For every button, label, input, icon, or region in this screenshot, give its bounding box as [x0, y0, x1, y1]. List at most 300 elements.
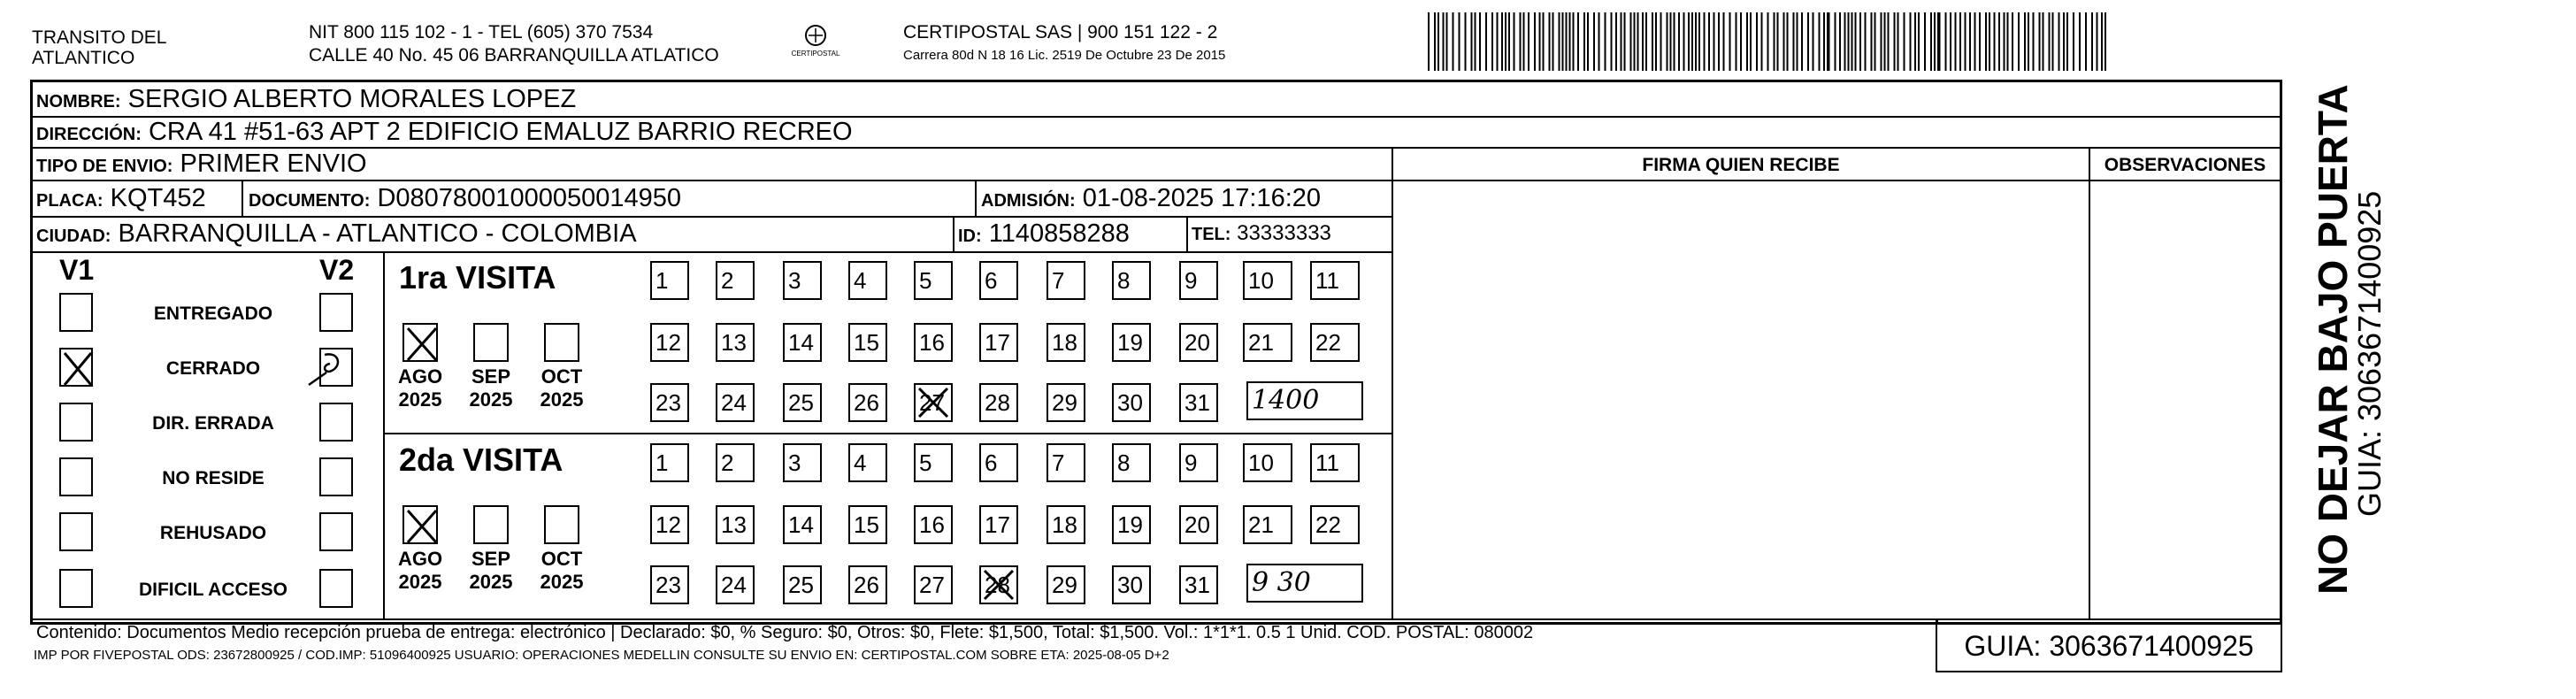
barcode-bar	[1552, 12, 1554, 71]
v2-checkbox[interactable]	[319, 512, 353, 551]
barcode-bar	[1918, 12, 1920, 71]
day-number: 14	[788, 329, 814, 356]
day-number: 31	[1184, 572, 1210, 598]
barcode-bar	[1704, 12, 1706, 71]
ciudad-row	[36, 220, 637, 250]
barcode-bar	[1852, 12, 1853, 71]
rule	[383, 252, 385, 618]
month-year: 2025	[398, 388, 442, 411]
day-box[interactable]	[1112, 323, 1151, 362]
barcode-bar	[1583, 12, 1585, 71]
barcode-bar	[1959, 12, 1961, 71]
day-box[interactable]	[1179, 383, 1218, 422]
barcode-bar	[1670, 12, 1672, 71]
v1-checkbox[interactable]	[59, 348, 93, 387]
visit-title: 2da VISITA	[399, 442, 564, 478]
firma-label: FIRMA QUIEN RECIBE	[1642, 155, 1840, 175]
barcode-bar	[1998, 12, 2000, 71]
v1-checkbox[interactable]	[59, 293, 93, 332]
day-box[interactable]	[716, 505, 755, 544]
day-box[interactable]	[716, 565, 755, 604]
day-box[interactable]	[979, 505, 1018, 544]
day-number: 13	[721, 329, 747, 356]
barcode-bar	[1453, 12, 1454, 71]
barcode-bar	[1543, 12, 1545, 71]
barcode-bar	[1855, 12, 1857, 71]
day-number: 3	[788, 267, 801, 294]
barcode-bar	[1549, 12, 1551, 71]
barcode-bar	[1761, 12, 1763, 71]
barcode-bar	[1985, 12, 1987, 71]
day-box[interactable]	[650, 565, 689, 604]
day-box[interactable]	[1243, 443, 1292, 482]
day-box[interactable]	[1112, 383, 1151, 422]
handwritten-time: 9 30	[1252, 567, 1311, 598]
barcode-bar	[1924, 12, 1926, 71]
org-name-line1: TRANSITO DEL	[32, 27, 167, 48]
barcode-bar	[2043, 12, 2044, 71]
barcode-bar	[1979, 12, 1981, 71]
barcode-bar	[1459, 12, 1460, 71]
barcode-bar	[2079, 12, 2081, 71]
barcode-bar	[1523, 12, 1525, 71]
day-box[interactable]	[650, 261, 689, 300]
day-box[interactable]	[783, 261, 822, 300]
barcode-bar	[1428, 12, 1430, 71]
day-number: 5	[919, 267, 932, 294]
barcode-bar	[1598, 12, 1600, 71]
observaciones-label: OBSERVACIONES	[2104, 155, 2266, 175]
month-checkbox[interactable]	[544, 505, 579, 544]
day-number: 20	[1184, 511, 1210, 538]
day-box[interactable]	[716, 261, 755, 300]
barcode-bar	[2097, 12, 2098, 71]
nombre-row	[36, 86, 576, 115]
barcode-bar	[1718, 12, 1720, 71]
day-number: 21	[1248, 329, 1274, 356]
day-box[interactable]	[914, 565, 953, 604]
barcode-bar	[2052, 12, 2054, 71]
day-box[interactable]	[1179, 505, 1218, 544]
rule	[2089, 148, 2090, 618]
day-number: 6	[985, 267, 998, 294]
barcode-bar	[1566, 12, 1568, 71]
contenido-text: Contenido: Documentos Medio recepción prueba de entrega: electrónico | Declarado: $0, % Seguro: $0, Otros: $0, Flete: $1,500, Total: $1,500. Vol.: 1*1*1. 0.5 1 Unid. COD. POSTAL: 080002	[36, 623, 1534, 642]
barcode-bar	[2063, 12, 2065, 71]
guia-box	[1936, 619, 2282, 672]
barcode-bar	[1823, 12, 1825, 71]
barcode-bar	[1844, 12, 1846, 71]
day-number: 24	[721, 572, 747, 598]
barcode-bar	[1914, 12, 1916, 71]
barcode-bar	[1655, 12, 1657, 71]
day-number: 15	[854, 511, 879, 538]
day-box[interactable]	[848, 383, 887, 422]
day-box[interactable]	[716, 383, 755, 422]
rule	[33, 251, 1392, 253]
status-label: DIR. ERRADA	[152, 413, 274, 434]
day-number: 2	[721, 267, 734, 294]
day-box[interactable]	[716, 323, 755, 362]
barcode-bar	[1930, 12, 1932, 71]
barcode-bar	[1520, 12, 1522, 71]
barcode-bar	[1746, 12, 1748, 71]
barcode-bar	[2018, 12, 2020, 71]
day-box[interactable]	[1112, 505, 1151, 544]
rule	[1186, 217, 1188, 251]
barcode-bar	[1624, 12, 1626, 71]
barcode-bar	[1562, 12, 1564, 71]
barcode-bar	[1839, 12, 1841, 71]
no-dejar-text: NO DEJAR BAJO PUERTA	[2310, 84, 2356, 595]
barcode-bar	[1723, 12, 1725, 71]
barcode-bar	[1446, 12, 1448, 71]
day-number: 24	[721, 389, 747, 416]
barcode-bar	[1865, 12, 1867, 71]
imp-text: IMP POR FIVEPOSTAL ODS: 23672800925 / COD.IMP: 51096400925 USUARIO: OPERACIONES MEDELLIN CONSULTE SU ENVIO EN: CERTIPOSTAL.COM SOBRE ETA: 2025-08-05 D+2	[34, 648, 1169, 663]
barcode-bar	[1797, 12, 1798, 71]
month-name: AGO	[397, 365, 443, 388]
day-box[interactable]	[783, 505, 822, 544]
day-box[interactable]	[783, 383, 822, 422]
barcode-bar	[1534, 12, 1536, 71]
day-number: 25	[788, 572, 814, 598]
day-number: 13	[721, 511, 747, 538]
day-box[interactable]	[1243, 323, 1292, 362]
certipostal-logo	[789, 18, 842, 71]
day-box[interactable]	[1310, 443, 1360, 482]
barcode-bar	[1874, 12, 1876, 71]
day-number: 23	[656, 572, 681, 598]
time-box[interactable]	[1246, 381, 1363, 420]
status-label: ENTREGADO	[153, 303, 273, 324]
barcode-bar	[1678, 12, 1680, 71]
day-box[interactable]	[1046, 383, 1085, 422]
day-number: 4	[854, 449, 867, 476]
barcode-bar	[1859, 12, 1861, 71]
month-label	[531, 548, 593, 594]
address-line: CALLE 40 No. 45 06 BARRANQUILLA ATLATICO	[309, 45, 719, 65]
month-year: 2025	[469, 388, 513, 411]
day-number: 19	[1117, 329, 1143, 356]
month-name: OCT	[540, 548, 583, 570]
month-year: 2025	[398, 571, 442, 593]
handwritten-time: 1400	[1252, 385, 1320, 416]
day-box[interactable]	[1179, 323, 1218, 362]
barcode-bar	[2066, 12, 2068, 71]
rule	[953, 217, 954, 251]
month-checkbox[interactable]	[473, 323, 509, 362]
barcode-bar	[1605, 12, 1606, 71]
day-number: 11	[1315, 267, 1339, 294]
barcode-bar	[1974, 12, 1976, 71]
direccion-row	[36, 119, 853, 148]
barcode-bar	[2028, 12, 2029, 71]
day-number: 11	[1315, 449, 1339, 476]
barcode-bar	[1611, 12, 1613, 71]
day-number: 17	[985, 511, 1010, 538]
barcode-bar	[2024, 12, 2026, 71]
month-name: SEP	[471, 365, 511, 388]
day-number: 9	[1184, 267, 1198, 294]
barcode-bar	[1577, 12, 1579, 71]
day-number: 1	[656, 449, 669, 476]
month-checkbox[interactable]	[544, 323, 579, 362]
barcode-bar	[1708, 12, 1710, 71]
month-checkbox[interactable]	[402, 505, 438, 544]
nit-line: NIT 800 115 102 - 1 - TEL (605) 370 7534	[309, 22, 654, 42]
day-box[interactable]	[783, 565, 822, 604]
day-box[interactable]	[650, 505, 689, 544]
day-box[interactable]	[848, 565, 887, 604]
day-number: 29	[1052, 572, 1077, 598]
v1-checkbox[interactable]	[59, 569, 93, 608]
barcode-bar	[1767, 12, 1769, 71]
day-box[interactable]	[1112, 261, 1151, 300]
barcode-bar	[1783, 12, 1785, 71]
barcode-bar	[1660, 12, 1662, 71]
barcode-bar	[1777, 12, 1779, 71]
day-number: 4	[854, 267, 867, 294]
barcode-bar	[1945, 12, 1947, 71]
day-box[interactable]	[1046, 443, 1085, 482]
barcode-bar	[1955, 12, 1957, 71]
month-label	[460, 365, 522, 411]
barcode-bar	[1934, 12, 1936, 71]
barcode-bar	[1514, 12, 1515, 71]
barcode-bar	[1667, 12, 1668, 71]
day-box[interactable]	[1243, 261, 1292, 300]
day-box[interactable]	[1046, 261, 1085, 300]
day-number: 5	[919, 449, 932, 476]
day-box[interactable]	[979, 261, 1018, 300]
barcode-bar	[1969, 12, 1971, 71]
day-box[interactable]	[914, 443, 953, 482]
month-year: 2025	[469, 571, 513, 593]
month-label	[389, 548, 451, 594]
barcode-bar	[1573, 12, 1575, 71]
day-box[interactable]	[979, 443, 1018, 482]
month-year: 2025	[540, 571, 584, 593]
v1-checkbox[interactable]	[59, 403, 93, 442]
day-box[interactable]	[1046, 323, 1085, 362]
day-number: 10	[1248, 267, 1274, 294]
day-box[interactable]	[848, 443, 887, 482]
barcode-bar	[1910, 12, 1912, 71]
day-box[interactable]	[650, 383, 689, 422]
v1-checkbox[interactable]	[59, 457, 93, 496]
barcode-bar	[1674, 12, 1675, 71]
day-number: 2	[721, 449, 734, 476]
day-box[interactable]	[914, 323, 953, 362]
day-number: 14	[788, 511, 814, 538]
barcode-bar	[1937, 12, 1941, 71]
day-number: 6	[985, 449, 998, 476]
barcode	[1428, 12, 2112, 71]
courier-line: CERTIPOSTAL SAS | 900 151 122 - 2	[903, 22, 1218, 42]
month-label	[460, 548, 522, 594]
day-box[interactable]	[914, 505, 953, 544]
time-box[interactable]	[1246, 564, 1363, 603]
id-label: ID:	[958, 227, 982, 246]
v1-checkbox[interactable]	[59, 512, 93, 551]
day-number: 28	[985, 389, 1010, 416]
day-box[interactable]	[1046, 565, 1085, 604]
barcode-bar	[2007, 12, 2009, 71]
barcode-bar	[1898, 12, 1899, 71]
day-number: 18	[1052, 329, 1077, 356]
day-number: 23	[656, 389, 681, 416]
barcode-bar	[1965, 12, 1966, 71]
day-box[interactable]	[1243, 505, 1292, 544]
rule	[1392, 148, 1393, 618]
month-label	[531, 365, 593, 411]
day-number: 22	[1315, 329, 1341, 356]
day-box[interactable]	[650, 443, 689, 482]
day-number: 12	[656, 329, 681, 356]
day-box[interactable]	[979, 565, 1018, 604]
barcode-bar	[1740, 12, 1742, 71]
day-number: 30	[1117, 389, 1143, 416]
visit-title: 1ra VISITA	[399, 259, 556, 296]
barcode-bar	[1508, 12, 1510, 71]
barcode-bar	[1634, 12, 1636, 71]
day-box[interactable]	[914, 383, 953, 422]
day-box[interactable]	[716, 443, 755, 482]
admision-value: 01-08-2025 17:16:20	[1082, 184, 1322, 212]
barcode-bar	[1615, 12, 1617, 71]
v2-checkbox[interactable]	[319, 348, 353, 387]
month-checkbox[interactable]	[473, 505, 509, 544]
barcode-bar	[1835, 12, 1836, 71]
barcode-bar	[1593, 12, 1595, 71]
admision-label: ADMISIÓN:	[981, 191, 1076, 211]
barcode-bar	[1559, 12, 1560, 71]
courier-address: Carrera 80d N 18 16 Lic. 2519 De Octubre 23 De 2015	[903, 48, 1226, 63]
status-label: CERRADO	[165, 358, 261, 379]
barcode-bar	[2091, 12, 2093, 71]
barcode-bar	[2039, 12, 2041, 71]
day-number: 10	[1248, 449, 1274, 476]
ciudad-label: CIUDAD:	[36, 227, 111, 246]
barcode-bar	[1691, 12, 1693, 71]
barcode-bar	[1683, 12, 1685, 71]
documento-row	[249, 185, 681, 214]
day-box[interactable]	[979, 323, 1018, 362]
barcode-bar	[1501, 12, 1503, 71]
month-checkbox[interactable]	[402, 323, 438, 362]
barcode-bar	[2058, 12, 2060, 71]
v2-checkbox[interactable]	[319, 403, 353, 442]
day-box[interactable]	[1179, 565, 1218, 604]
v2-heading: V2	[319, 254, 355, 286]
day-box[interactable]	[1046, 505, 1085, 544]
day-box[interactable]	[1310, 505, 1360, 544]
barcode-bar	[1787, 12, 1789, 71]
day-box[interactable]	[1112, 443, 1151, 482]
day-box[interactable]	[783, 443, 822, 482]
v2-checkbox[interactable]	[319, 293, 353, 332]
day-number: 1	[656, 267, 669, 294]
day-number: 7	[1052, 449, 1065, 476]
day-box[interactable]	[1179, 443, 1218, 482]
barcode-bar	[2073, 12, 2074, 71]
barcode-bar	[1485, 12, 1487, 71]
barcode-bar	[1756, 12, 1758, 71]
day-number: 12	[656, 511, 681, 538]
rule	[975, 181, 977, 216]
day-box[interactable]	[1112, 565, 1151, 604]
day-box[interactable]	[783, 323, 822, 362]
barcode-bar	[1569, 12, 1571, 71]
logo-text: CERTIPOSTAL	[791, 50, 840, 58]
placa-label: PLACA:	[36, 191, 104, 211]
barcode-bar	[1505, 12, 1506, 71]
day-box[interactable]	[848, 323, 887, 362]
barcode-bar	[1491, 12, 1493, 71]
day-number: 7	[1052, 267, 1065, 294]
day-box[interactable]	[1179, 261, 1218, 300]
barcode-bar	[1465, 12, 1467, 71]
direccion-value: CRA 41 #51-63 APT 2 EDIFICIO EMALUZ BARRIO RECREO	[148, 118, 853, 146]
barcode-bar	[1950, 12, 1951, 71]
barcode-bar	[1793, 12, 1795, 71]
barcode-bar	[1736, 12, 1737, 71]
barcode-bar	[1587, 12, 1589, 71]
v2-checkbox[interactable]	[319, 457, 353, 496]
barcode-bar	[1652, 12, 1653, 71]
day-number: 25	[788, 389, 814, 416]
barcode-bar	[1888, 12, 1890, 71]
barcode-bar	[2004, 12, 2005, 71]
day-box[interactable]	[914, 261, 953, 300]
nombre-label: NOMBRE:	[36, 92, 121, 111]
day-number: 27	[919, 389, 945, 416]
placa-row	[36, 185, 206, 214]
day-number: 19	[1117, 511, 1143, 538]
day-number: 22	[1315, 511, 1341, 538]
day-box[interactable]	[1310, 323, 1360, 362]
day-box[interactable]	[848, 261, 887, 300]
ciudad-value: BARRANQUILLA - ATLANTICO - COLOMBIA	[118, 219, 637, 248]
documento-label: DOCUMENTO:	[249, 191, 371, 211]
day-box[interactable]	[848, 505, 887, 544]
guia-number: GUIA: 3063671400925	[1964, 630, 2254, 662]
day-number: 18	[1052, 511, 1077, 538]
barcode-bar	[1813, 12, 1814, 71]
day-number: 8	[1117, 267, 1131, 294]
tel-row	[1192, 220, 1331, 248]
day-box[interactable]	[650, 323, 689, 362]
day-number: 26	[854, 572, 879, 598]
barcode-bar	[1801, 12, 1803, 71]
documento-value: D08078001000050014950	[377, 184, 681, 212]
rule	[242, 181, 243, 216]
status-label: NO RESIDE	[162, 468, 264, 488]
month-year: 2025	[540, 388, 584, 411]
v1-heading: V1	[59, 254, 95, 286]
day-box[interactable]	[979, 383, 1018, 422]
barcode-bar	[1989, 12, 1990, 71]
day-box[interactable]	[1310, 261, 1360, 300]
barcode-bar	[1819, 12, 1821, 71]
barcode-bar	[1539, 12, 1541, 71]
v2-checkbox[interactable]	[319, 569, 353, 608]
tel-label: TEL:	[1192, 225, 1231, 244]
day-number: 28	[985, 572, 1010, 598]
barcode-bar	[1698, 12, 1700, 71]
day-number: 16	[919, 511, 945, 538]
